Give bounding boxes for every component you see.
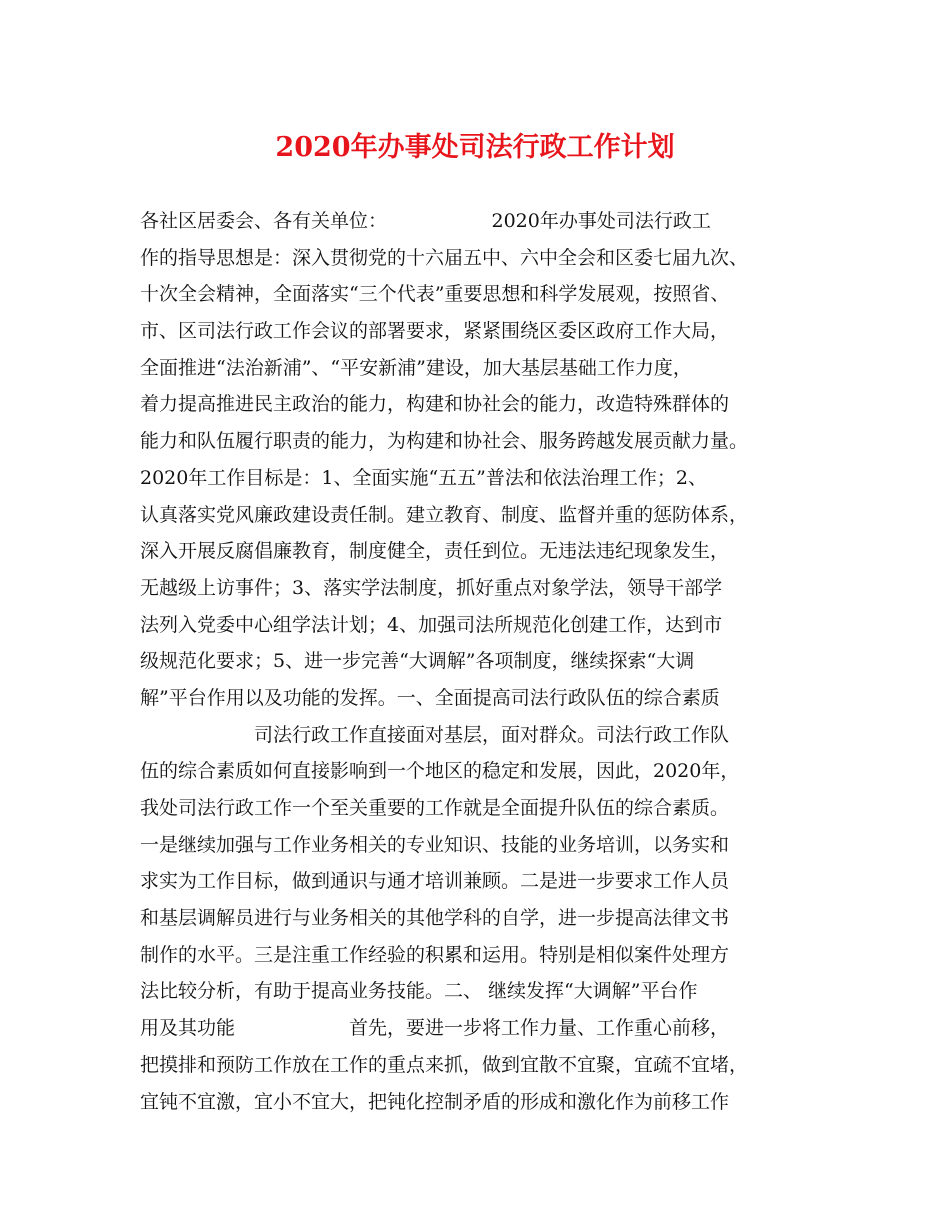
body-line: 我处司法行政工作一个至关重要的工作就是全面提升队伍的综合素质。: [140, 797, 730, 819]
body-line: 解”平台作用以及功能的发挥。一、全面提高司法行政队伍的综合素质: [140, 686, 720, 709]
body-line: 制作的水平。三是注重工作经验的积累和运用。特别是相似案件处理方: [140, 943, 730, 966]
body-line: 宜钝不宜激，宜小不宜大，把钝化控制矛盾的形成和激化作为前移工作: [140, 1090, 730, 1113]
body-line: 法列入党委中心组学法计划；4、加强司法所规范化创建工作，达到市: [140, 613, 723, 636]
body-line: 伍的综合素质如何直接影响到一个地区的稳定和发展，因此，2020年，: [140, 760, 740, 783]
body-line: 深入开展反腐倡廉教育，制度健全，责任到位。无违法违纪现象发生，: [140, 540, 730, 563]
body-line: 一是继续加强与工作业务相关的专业知识、技能的业务培训，以务实和: [140, 833, 730, 856]
body-line: 法比较分析，有助于提高业务技能。二、 继续发挥“大调解”平台作: [140, 980, 698, 1003]
body-line: 把摸排和预防工作放在工作的重点来抓，做到宜散不宜聚，宜疏不宜堵，: [140, 1053, 749, 1076]
body-line: 司法行政工作直接面对基层，面对群众。司法行政工作队: [140, 723, 730, 746]
body-line: 求实为工作目标，做到通识与通才培训兼顾。二是进一步要求工作人员: [140, 870, 730, 893]
body-line: 认真落实党风廉政建设责任制。建立教育、制度、监督并重的惩防体系，: [140, 503, 749, 526]
body-line: 2020年工作目标是：1、全面实施“五五”普法和依法治理工作；2、: [140, 466, 707, 489]
body-line: 无越级上访事件；3、落实学法制度，抓好重点对象学法，领导干部学: [140, 576, 723, 599]
body-line: 市、区司法行政工作会议的部署要求，紧紧围绕区委区政府工作大局，: [140, 320, 730, 343]
document-title: 2020年办事处司法行政工作计划: [275, 132, 675, 163]
body-line: 能力和队伍履行职责的能力，为构建和协社会、服务跨越发展贡献力量。: [140, 430, 749, 453]
body-line: 级规范化要求；5、进一步完善“大调解”各项制度，继续探索“大调: [140, 650, 695, 673]
body-line: 作的指导思想是：深入贯彻党的十六届五中、六中全会和区委七届九次、: [140, 246, 749, 269]
document-body: [140, 203, 830, 1120]
body-line: 着力提高推进民主政治的能力，构建和协社会的能力，改造特殊群体的: [140, 393, 730, 416]
body-line: 用及其功能 首先，要进一步将工作力量、工作重心前移，: [140, 1017, 730, 1040]
body-line: 十次全会精神，全面落实“三个代表”重要思想和科学发展观，按照省、: [140, 283, 730, 306]
body-line: 各社区居委会、各有关单位： 2020年办事处司法行政工: [140, 210, 711, 232]
body-line: 全面推进“法治新浦”、“平安新浦”建设，加大基层基础工作力度，: [140, 356, 692, 379]
body-line: 和基层调解员进行与业务相关的其他学科的自学，进一步提高法律文书: [140, 907, 730, 930]
